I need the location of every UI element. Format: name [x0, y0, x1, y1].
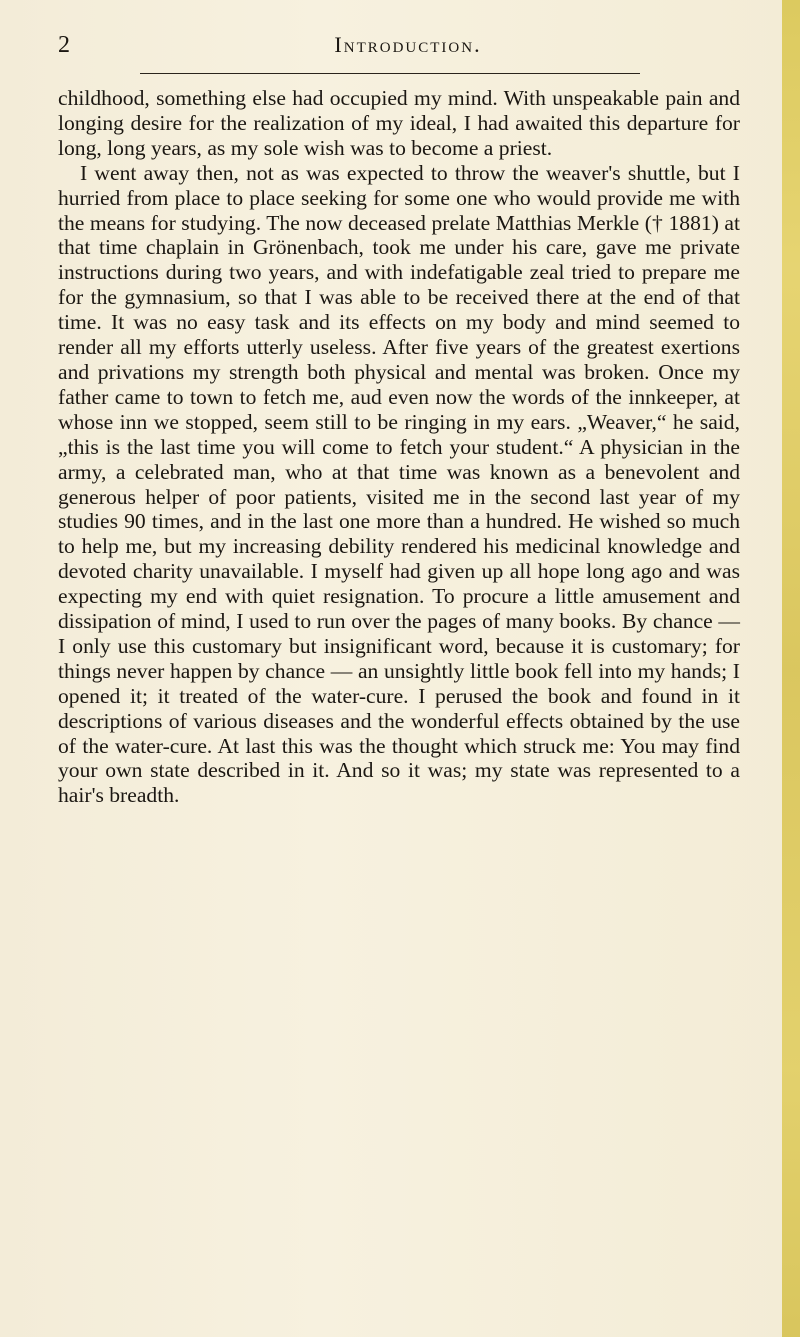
header-rule [140, 73, 640, 74]
body-text [58, 86, 740, 808]
page-edge-stain [782, 0, 800, 1337]
page-number: 2 [58, 32, 70, 58]
paragraph-continuation: childhood, something else had occupied my mind. With unspeakable pain and longing desire for the realization of my ideal, I had awaited this departure for long, long years, as my sole wish was to become a priest. [58, 86, 740, 160]
running-title: Introduction. [334, 32, 482, 57]
running-head [58, 30, 758, 60]
paragraph: I went away then, not as was expected to throw the weaver's shuttle, but I hurried from place to place seeking for some one who would provide me with the means for studying. The now deceased prelate Matthias Merkle († 1881) at that time chaplain in Grönenbach, took me under his care, gave me private instructions during two years, and with indefatigable zeal tried to prepare me for the gymnasium, so that I was able to be received there at the end of that time. It was no easy task and its effects on my body and mind seemed to render all my efforts utterly useless. After five years of the greatest exertions and privations my strength both physical and mental was broken. Once my father came to town to fetch me, aud even now the words of the innkeeper, at whose inn we stopped, seem still to be ringing in my ears. „Weaver,“ he said, „this is the last time you will come to fetch your student.“ A physician in the army, a celebrated man, who at that time was known as a benevolent and generous helper of poor patients, visited me in the second last year of my studies 90 times, and in the last one more than a hundred. He wished so much to help me, but my increasing debility rendered his medicinal knowledge and devoted charity unavailable. I myself had given up all hope long ago and was expecting my end with quiet resignation. To procure a little amusement and dissipation of mind, I used to run over the pages of many books. By chance — I only use this customary but insignificant word, because it is customary; for things never happen by chance — an unsightly little book fell into my hands; I opened it; it treated of the water-cure. I perused the book and found in it descriptions of various diseases and the wonderful effects obtained by the use of the water-cure. At last this was the thought which struck me: You may find your own state described in it. And so it was; my state was represented to a hair's breadth. [58, 160, 740, 808]
